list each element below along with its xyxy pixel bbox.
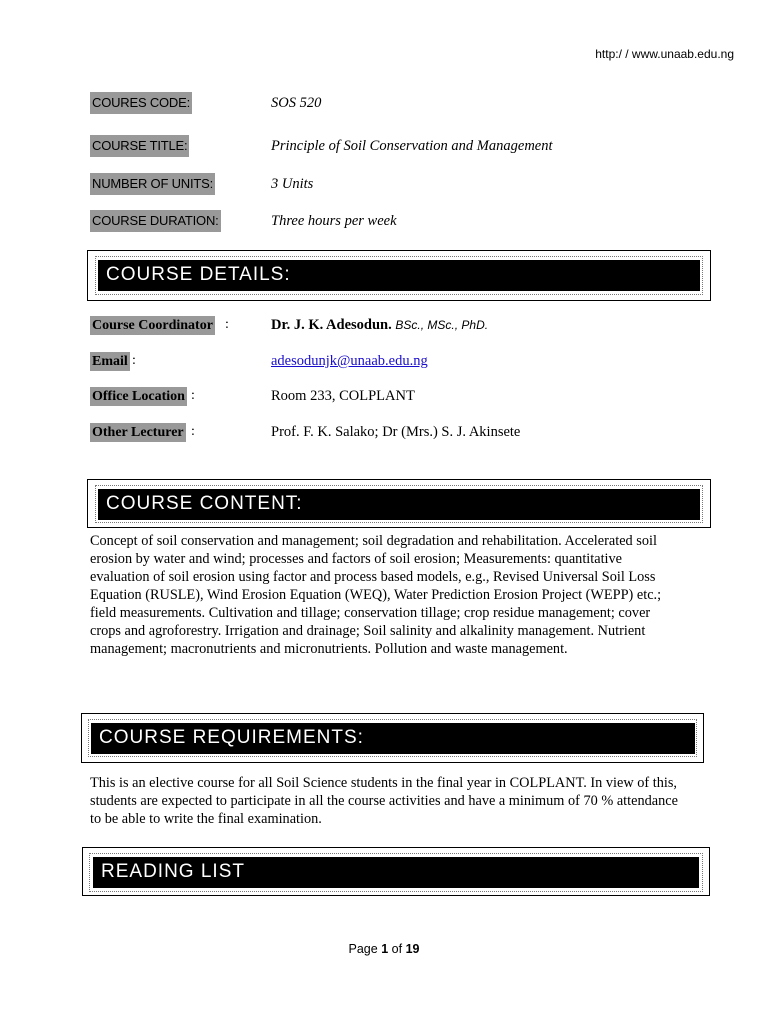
coordinator-quals: BSc., MSc., PhD.: [395, 318, 489, 332]
duration-label: COURSE DURATION:: [90, 210, 221, 232]
coordinator-value: [271, 317, 488, 334]
requirements-text: This is an elective course for all Soil Science students in the final year in COLPLANT. In view of this, students are expected to participate in all the course activities and have a minimum of 70 % attendance to be able to write the final examination.: [90, 775, 678, 827]
page-word: Page: [348, 942, 378, 956]
office-label: Office Location: [92, 389, 185, 404]
other-lecturer-value: Prof. F. K. Salako; Dr (Mrs.) S. J. Akinsete: [271, 424, 521, 440]
of-word: of: [391, 942, 403, 956]
page-total: 19: [405, 942, 420, 956]
other-lecturer-label: Other Lecturer: [92, 425, 184, 440]
course-title-label: COURSE TITLE:: [90, 135, 189, 157]
header-url: http:/ / www.unaab.edu.ng: [595, 47, 734, 61]
other-lecturer-colon: :: [191, 424, 195, 439]
course-title-value: Principle of Soil Conservation and Management: [271, 138, 553, 154]
course-requirements-heading: COURSE REQUIREMENTS:: [91, 723, 695, 754]
coordinator-colon: :: [225, 317, 229, 332]
course-code-label: COURES CODE:: [90, 92, 192, 114]
duration-value: Three hours per week: [271, 213, 397, 229]
units-value: 3 Units: [271, 176, 314, 192]
course-content-banner: [87, 479, 711, 528]
reading-list-banner: [82, 847, 710, 896]
email-link[interactable]: adesodunjk@unaab.edu.ng: [271, 353, 428, 369]
reading-list-heading: READING LIST: [93, 857, 699, 888]
email-colon: :: [132, 353, 136, 368]
email-label: Email: [92, 354, 128, 369]
course-content-heading: COURSE CONTENT:: [98, 489, 700, 520]
course-content-text: Concept of soil conservation and management; soil degradation and rehabilitation. Accelerated soil erosion by water and wind; processes and factors of soil erosion; Measurements: quantitative evaluation of soil erosion using factor and process based models, e.g., Revised Universal Soil Loss Equation (RUSLE), Wind Erosion Equation (WEQ), Water Prediction Erosion Project (WEPP) etc.; field measurements. Cultivation and tillage; conservation tillage; crop residue management; cover crops and agroforestry. Irrigation and drainage; Soil salinity and alkalinity management. Nutrient management; macronutrients and micronutrients. Pollution and waste management.: [90, 533, 662, 657]
office-colon: :: [191, 388, 195, 403]
course-code-value: SOS 520: [271, 95, 322, 111]
coordinator-name: Dr. J. K. Adesodun.: [271, 317, 392, 333]
office-value: Room 233, COLPLANT: [271, 388, 415, 404]
page-footer: [0, 942, 768, 956]
course-details-heading: COURSE DETAILS:: [98, 260, 700, 291]
email-value: [271, 353, 428, 370]
course-requirements-banner: [81, 713, 704, 763]
page-number: 1: [381, 942, 389, 956]
coordinator-label: Course Coordinator: [92, 318, 213, 333]
units-label: NUMBER OF UNITS:: [90, 173, 215, 195]
course-details-banner: [87, 250, 711, 301]
